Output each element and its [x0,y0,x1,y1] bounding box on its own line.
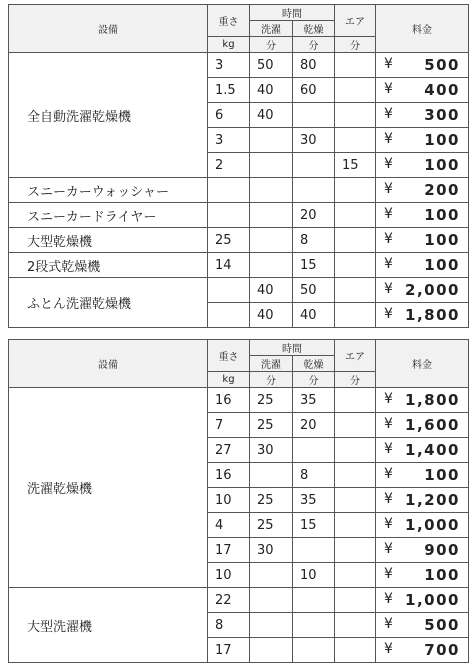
equipment-name: 全自動洗濯乾燥機 [9,53,208,178]
equipment-name: ふとん洗濯乾燥機 [9,278,208,328]
weight-cell [208,203,250,228]
header-time: 時間 [250,5,335,21]
dry-time-cell: 20 [293,413,335,438]
air-time-cell [335,128,376,153]
header-unit-wash: 分 [250,372,293,388]
fee-amount: 100 [424,131,460,149]
yen-sign: ¥ [384,256,393,272]
weight-cell: 4 [208,513,250,538]
weight-cell: 6 [208,103,250,128]
table-row [9,253,469,278]
header-unit-air: 分 [335,37,376,53]
yen-sign: ¥ [384,306,393,322]
table-row [9,203,469,228]
fee-amount: 1,600 [405,416,460,434]
fee-amount: 100 [424,156,460,174]
fee-amount: 100 [424,466,460,484]
air-time-cell [335,278,376,303]
wash-time-cell: 40 [250,78,293,103]
header-unit-wash: 分 [250,37,293,53]
yen-sign: ¥ [384,491,393,507]
dry-time-cell [293,638,335,663]
dry-time-cell: 40 [293,303,335,328]
fee-amount: 900 [424,541,460,559]
yen-sign: ¥ [384,181,393,197]
dry-time-cell [293,613,335,638]
price-table-1 [8,4,469,328]
wash-time-cell: 25 [250,488,293,513]
fee-amount: 100 [424,206,460,224]
dry-time-cell: 15 [293,513,335,538]
air-time-cell [335,538,376,563]
dry-time-cell: 20 [293,203,335,228]
fee-cell [376,128,469,153]
wash-time-cell [250,613,293,638]
fee-cell [376,203,469,228]
weight-cell: 25 [208,228,250,253]
yen-sign: ¥ [384,81,393,97]
fee-cell [376,638,469,663]
header-unit-dry: 分 [293,37,335,53]
yen-sign: ¥ [384,591,393,607]
price-table-2 [8,339,469,663]
header-unit-weight: kg [208,372,250,388]
yen-sign: ¥ [384,106,393,122]
air-time-cell [335,613,376,638]
weight-cell: 3 [208,128,250,153]
fee-cell [376,613,469,638]
wash-time-cell: 30 [250,538,293,563]
fee-cell [376,228,469,253]
wash-time-cell: 50 [250,53,293,78]
air-time-cell [335,388,376,413]
dry-time-cell [293,153,335,178]
header-air: エア [335,5,376,37]
equipment-name: 洗濯乾燥機 [9,388,208,588]
weight-cell: 27 [208,438,250,463]
fee-amount: 2,000 [405,281,460,299]
yen-sign: ¥ [384,441,393,457]
wash-time-cell: 40 [250,278,293,303]
wash-time-cell: 30 [250,438,293,463]
fee-cell [376,278,469,303]
header-wash: 洗濯 [250,356,293,372]
air-time-cell [335,563,376,588]
air-time-cell [335,103,376,128]
header-wash: 洗濯 [250,21,293,37]
header-unit-dry: 分 [293,372,335,388]
yen-sign: ¥ [384,616,393,632]
weight-cell [208,178,250,203]
yen-sign: ¥ [384,131,393,147]
fee-amount: 400 [424,81,460,99]
air-time-cell [335,638,376,663]
air-time-cell: 15 [335,153,376,178]
weight-cell [208,303,250,328]
weight-cell: 1.5 [208,78,250,103]
fee-cell [376,253,469,278]
weight-cell [208,278,250,303]
table-row [9,278,469,303]
table-row [9,588,469,613]
table-row [9,53,469,78]
dry-time-cell [293,438,335,463]
yen-sign: ¥ [384,641,393,657]
dry-time-cell [293,103,335,128]
air-time-cell [335,488,376,513]
air-time-cell [335,228,376,253]
air-time-cell [335,413,376,438]
fee-cell [376,103,469,128]
equipment-name: スニーカーウォッシャー [9,178,208,203]
wash-time-cell [250,178,293,203]
fee-amount: 100 [424,256,460,274]
wash-time-cell [250,253,293,278]
yen-sign: ¥ [384,541,393,557]
dry-time-cell [293,178,335,203]
dry-time-cell [293,538,335,563]
fee-amount: 1,800 [405,391,460,409]
wash-time-cell: 40 [250,103,293,128]
equipment-name: スニーカードライヤー [9,203,208,228]
dry-time-cell: 60 [293,78,335,103]
yen-sign: ¥ [384,516,393,532]
fee-cell [376,588,469,613]
fee-cell [376,413,469,438]
wash-time-cell: 25 [250,388,293,413]
price-table-2-body [9,388,469,663]
header-fee: 料金 [376,340,469,388]
dry-time-cell: 30 [293,128,335,153]
yen-sign: ¥ [384,206,393,222]
yen-sign: ¥ [384,391,393,407]
weight-cell: 17 [208,538,250,563]
air-time-cell [335,513,376,538]
air-time-cell [335,78,376,103]
header-weight: 重さ [208,340,250,372]
weight-cell: 14 [208,253,250,278]
header-unit-weight: kg [208,37,250,53]
weight-cell: 10 [208,488,250,513]
fee-amount: 1,800 [405,306,460,324]
weight-cell: 16 [208,388,250,413]
fee-cell [376,463,469,488]
fee-amount: 100 [424,566,460,584]
yen-sign: ¥ [384,281,393,297]
header-dry: 乾燥 [293,356,335,372]
header-dry: 乾燥 [293,21,335,37]
fee-cell [376,538,469,563]
weight-cell: 3 [208,53,250,78]
wash-time-cell [250,203,293,228]
yen-sign: ¥ [384,466,393,482]
yen-sign: ¥ [384,231,393,247]
fee-amount: 200 [424,181,460,199]
table-row [9,388,469,413]
wash-time-cell: 25 [250,513,293,538]
fee-cell [376,488,469,513]
header-time: 時間 [250,340,335,356]
dry-time-cell: 8 [293,228,335,253]
table-row [9,228,469,253]
wash-time-cell [250,563,293,588]
weight-cell: 8 [208,613,250,638]
fee-cell [376,438,469,463]
wash-time-cell [250,588,293,613]
dry-time-cell: 35 [293,388,335,413]
fee-amount: 1,400 [405,441,460,459]
header-unit-air: 分 [335,372,376,388]
equipment-name: 大型洗濯機 [9,588,208,663]
fee-cell [376,178,469,203]
dry-time-cell [293,588,335,613]
fee-amount: 1,000 [405,591,460,609]
header-fee: 料金 [376,5,469,53]
dry-time-cell: 8 [293,463,335,488]
fee-cell [376,563,469,588]
wash-time-cell [250,463,293,488]
fee-amount: 300 [424,106,460,124]
dry-time-cell: 50 [293,278,335,303]
air-time-cell [335,53,376,78]
fee-cell [376,513,469,538]
wash-time-cell [250,153,293,178]
weight-cell: 17 [208,638,250,663]
wash-time-cell [250,228,293,253]
dry-time-cell: 35 [293,488,335,513]
weight-cell: 10 [208,563,250,588]
equipment-name: 大型乾燥機 [9,228,208,253]
dry-time-cell: 10 [293,563,335,588]
fee-cell [376,78,469,103]
fee-cell [376,303,469,328]
wash-time-cell [250,128,293,153]
header-equipment: 設備 [9,340,208,388]
dry-time-cell: 15 [293,253,335,278]
fee-cell [376,153,469,178]
header-equipment: 設備 [9,5,208,53]
air-time-cell [335,178,376,203]
dry-time-cell: 80 [293,53,335,78]
weight-cell: 2 [208,153,250,178]
air-time-cell [335,253,376,278]
fee-cell [376,388,469,413]
weight-cell: 22 [208,588,250,613]
price-table-1-body [9,53,469,328]
yen-sign: ¥ [384,566,393,582]
fee-amount: 1,200 [405,491,460,509]
yen-sign: ¥ [384,56,393,72]
fee-amount: 1,000 [405,516,460,534]
air-time-cell [335,438,376,463]
air-time-cell [335,588,376,613]
fee-cell [376,53,469,78]
yen-sign: ¥ [384,416,393,432]
header-weight: 重さ [208,5,250,37]
equipment-name: 2段式乾燥機 [9,253,208,278]
fee-amount: 700 [424,641,460,659]
air-time-cell [335,203,376,228]
weight-cell: 7 [208,413,250,438]
wash-time-cell [250,638,293,663]
weight-cell: 16 [208,463,250,488]
table-row [9,178,469,203]
wash-time-cell: 25 [250,413,293,438]
header-air: エア [335,340,376,372]
wash-time-cell: 40 [250,303,293,328]
fee-amount: 100 [424,231,460,249]
fee-amount: 500 [424,56,460,74]
air-time-cell [335,463,376,488]
air-time-cell [335,303,376,328]
fee-amount: 500 [424,616,460,634]
yen-sign: ¥ [384,156,393,172]
